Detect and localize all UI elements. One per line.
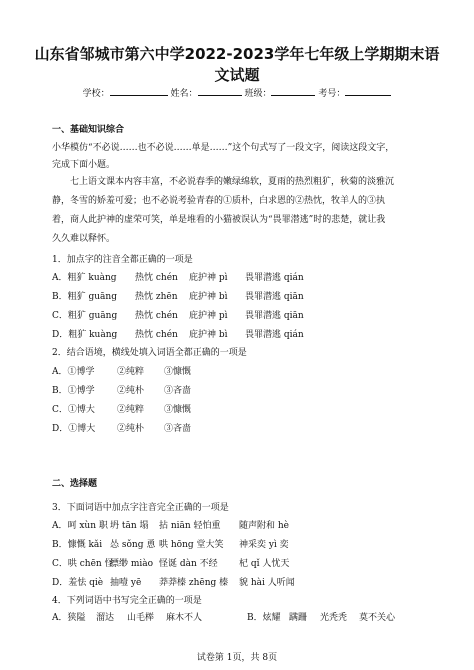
q3-d-word-2: 抽噎 yē <box>110 578 142 588</box>
q3-c-word-4: 杞 qǐ 人忧天 <box>239 559 290 569</box>
q3-b-word-2: 怂 sǒng 恿 <box>110 540 156 550</box>
q1-option-d[interactable] <box>52 329 304 341</box>
question-2-stem: 2．结合语境，横线处填入词语全都正确的一项是 <box>52 348 247 358</box>
q1-b-word-3: 庇护神 bì <box>189 292 228 302</box>
q2-option-d[interactable] <box>52 423 191 435</box>
q3-option-b[interactable] <box>52 539 289 551</box>
page-footer: 试卷第 1页，共 8页 <box>196 653 278 663</box>
q3-c-word-3: 怪诞 dàn 不经 <box>159 559 218 569</box>
q1-option-b[interactable] <box>52 291 304 303</box>
q3-option-d[interactable] <box>52 577 295 589</box>
q2-c-word-3: ③慷慨 <box>164 405 192 415</box>
q1-c-word-1: C．粗犷 guāng <box>52 311 118 321</box>
q3-option-a[interactable] <box>52 520 289 532</box>
q3-a-word-2: 坍 tān 塌 <box>110 521 149 531</box>
q1-b-word-4: 畏罪潜逃 qiān <box>245 292 304 302</box>
q3-d-word-3: 莽莽榛 zhēng 榛 <box>159 578 229 588</box>
q1-option-a[interactable] <box>52 272 304 284</box>
passage-line: 着，商人此护神的虚荣可笑，单是堆看的小猫被误认为“畏罪潜逃”时的悲楚，就让我 <box>52 215 386 225</box>
q3-b-word-1: B．慷慨 kǎi <box>52 540 103 550</box>
q1-d-word-2: 热忱 chén <box>135 330 178 340</box>
school-label: 学校： <box>82 89 110 99</box>
id-label: 考号： <box>318 89 346 99</box>
q1-option-c[interactable] <box>52 310 304 322</box>
q3-option-c[interactable] <box>52 558 289 570</box>
section-heading-multiple-choice: 二、选择题 <box>52 479 98 489</box>
q2-d-word-1: D．①博大 <box>52 424 96 434</box>
q3-c-word-1: C．哄 chēn 怪 <box>52 559 114 569</box>
q3-c-word-2: 缥缈 miào <box>110 559 154 569</box>
q1-b-word-2: 热忱 zhēn <box>135 292 178 302</box>
q1-a-word-4: 畏罪潜逃 qián <box>245 273 304 283</box>
student-info-row <box>0 86 474 100</box>
q1-c-word-4: 畏罪潜逃 qiān <box>245 311 304 321</box>
q3-a-word-4: 随声附和 hè <box>239 521 289 531</box>
q1-a-word-3: 庇护神 pì <box>189 273 228 283</box>
q2-a-word-3: ③慷慨 <box>164 367 192 377</box>
document-title-line-1: 山东省邹城市第六中学2022-2023学年七年级上学期期末语 <box>34 45 440 63</box>
document-title-line-2: 文试题 <box>214 66 260 84</box>
q2-option-a[interactable] <box>52 366 191 378</box>
q4-b-word-1: B．炫耀 <box>247 613 281 623</box>
q4-b-word-2: 蹒跚 <box>289 613 308 623</box>
q2-b-word-2: ②纯朴 <box>117 386 145 396</box>
q4-a-word-4: 麻木不人 <box>166 613 203 623</box>
q2-b-word-3: ③吝啬 <box>164 386 192 396</box>
q1-a-word-1: A．粗犷 kuàng <box>52 273 117 283</box>
class-blank <box>271 86 315 96</box>
question-1-stem: 1．加点字的注音全都正确的一项是 <box>52 255 193 265</box>
q2-b-word-1: B．①博学 <box>52 386 95 396</box>
q4-option-a[interactable] <box>52 612 247 624</box>
passage-line: 七上语文课本内容丰富，不必说春季的嫩绿绵软，夏雨的热烈粗犷，秋菊的淡雅沉 <box>70 177 395 187</box>
q1-c-word-3: 庇护神 pì <box>189 311 228 321</box>
q1-d-word-1: D．粗犷 kuàng <box>52 330 118 340</box>
q3-d-word-4: 貌 hài 人听闻 <box>239 578 295 588</box>
q1-a-word-2: 热忱 chén <box>135 273 178 283</box>
q4-options-row <box>52 612 395 624</box>
q1-d-word-3: 庇护神 bì <box>189 330 228 340</box>
q2-a-word-1: A．①博学 <box>52 367 95 377</box>
q2-d-word-3: ③吝啬 <box>164 424 192 434</box>
passage <box>52 173 427 249</box>
school-blank <box>110 86 168 96</box>
q2-c-word-2: ②纯粹 <box>117 405 145 415</box>
q2-c-word-1: C．①博大 <box>52 405 95 415</box>
name-blank <box>198 86 242 96</box>
q3-d-word-1: D．羞怯 qiè <box>52 578 104 588</box>
q1-b-word-1: B．粗犷 guāng <box>52 292 117 302</box>
class-label: 班级： <box>244 89 272 99</box>
question-3-stem: 3．下面词语中加点字注音完全正确的一项是 <box>52 503 229 513</box>
q2-d-word-2: ②纯朴 <box>117 424 145 434</box>
q3-b-word-3: 哄 hōng 堂大笑 <box>159 540 224 550</box>
name-label: 姓名： <box>170 89 198 99</box>
q1-c-word-2: 热忱 chén <box>135 311 178 321</box>
q4-b-word-3: 光秃秃 <box>320 613 348 623</box>
intro-line-1: 小华模仿“不必说……也不必说……单是……”这个句式写了一段文字，阅读这段文字， <box>52 143 395 153</box>
q2-option-b[interactable] <box>52 385 191 397</box>
section-heading-basics: 一、基础知识综合 <box>52 125 125 135</box>
passage-line: 静，冬雪的娇羞可爱；也不必说考验青春的①质朴，白求恩的②热忱，牧羊人的③执 <box>52 196 386 206</box>
q4-a-word-2: 溜达 <box>96 613 115 623</box>
q3-a-word-3: 拈 niān 轻怕重 <box>159 521 221 531</box>
id-blank <box>345 86 391 96</box>
intro-line-2: 完成下面小题。 <box>52 160 116 170</box>
q1-d-word-4: 畏罪潜逃 qián <box>245 330 304 340</box>
q4-a-word-1: A．狭隘 <box>52 613 86 623</box>
q4-a-word-3: 山毛榉 <box>127 613 155 623</box>
q2-a-word-2: ②纯粹 <box>117 367 145 377</box>
q4-b-word-4: 莫不关心 <box>359 613 396 623</box>
question-4-stem: 4．下列词语中书写完全正确的一项是 <box>52 596 202 606</box>
passage-line: 久久难以释怀。 <box>52 234 116 244</box>
q4-option-b[interactable] <box>247 612 395 624</box>
q3-a-word-1: A．呵 xùn 职 <box>52 521 108 531</box>
q2-option-c[interactable] <box>52 404 191 416</box>
q3-b-word-4: 神采奕 yì 奕 <box>239 540 289 550</box>
